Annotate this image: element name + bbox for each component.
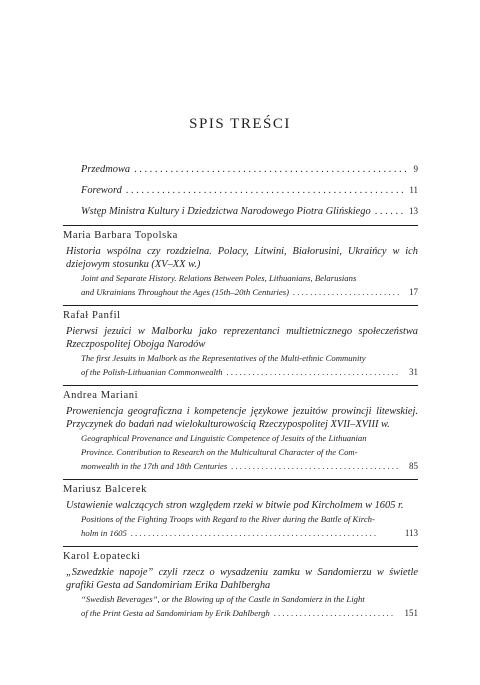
article-author: Karol Łopatecki	[63, 551, 141, 562]
toc-article[interactable]	[63, 550, 418, 620]
page-number: 151	[404, 608, 418, 618]
article-title-en	[81, 431, 403, 473]
page-number: 13	[409, 206, 418, 216]
entry-title: Przedmowa	[81, 164, 131, 175]
page-number: 113	[404, 528, 418, 538]
page-number: 9	[413, 164, 418, 174]
article-author: Mariusz Balcerek	[63, 484, 147, 495]
article-title-pl: „Szwedzkie napoje” czyli rzecz o wysadzeniu zamku w Sandomierzu w świetle grafiki Gesta ad Sandomiriam Erika Dahlbergha	[66, 567, 418, 591]
title-en-line: Geographical Provenance and Linguistic Competence of Jesuits of the Lithuanian	[81, 433, 367, 443]
table-of-contents	[63, 162, 418, 620]
dot-leader	[293, 285, 399, 299]
title-en-line: holm in 1605	[81, 528, 127, 538]
article-title-en	[81, 512, 399, 540]
toc-article[interactable]	[63, 229, 418, 299]
dot-leader	[274, 606, 395, 620]
article-author: Andrea Mariani	[63, 390, 139, 401]
page-title: SPIS TREŚCI	[189, 116, 291, 132]
entry-title: Foreword	[81, 185, 122, 196]
divider	[63, 479, 418, 480]
article-author: Rafał Panfil	[63, 310, 121, 321]
divider	[63, 546, 418, 547]
dot-leader	[227, 365, 399, 379]
page-number: 85	[409, 461, 418, 471]
entry-title: Wstęp Ministra Kultury i Dziedzictwa Narodowego Piotra Glińskiego	[81, 206, 371, 217]
article-title-en	[81, 271, 403, 299]
article-author: Maria Barbara Topolska	[63, 230, 178, 241]
divider	[63, 305, 418, 306]
article-title-pl: Ustawienie walczących stron względem rzeki w bitwie pod Kircholmem w 1605 r.	[66, 500, 404, 511]
toc-article[interactable]	[63, 483, 418, 540]
dot-leader	[126, 184, 406, 198]
title-en-line: The first Jesuits in Malbork as the Representatives of the Multi-ethnic Community	[81, 353, 366, 363]
page-number: 11	[409, 185, 418, 195]
article-title-pl: Proweniencja geograficzna i kompetencje językowe jezuitów prowincji litewskiej. Przyczynek do badań nad wielokulturowością Rzeczypospolitej XVII–XVIII w.	[66, 406, 418, 430]
article-title-pl: Historia wspólna czy rozdzielna. Polacy, Litwini, Białorusini, Ukraińcy w ich dziejowym stosunku (XV–XX w.)	[66, 246, 418, 270]
dot-leader	[134, 163, 409, 177]
divider	[63, 385, 418, 386]
title-en-line: “Swedish Beverages”, or the Blowing up of the Castle in Sandomierz in the Light	[81, 594, 365, 604]
toc-entry-foreword[interactable]	[63, 183, 418, 198]
toc-entry-minister-intro[interactable]	[63, 204, 418, 219]
title-en-line: and Ukrainians Throughout the Ages (15th–20th Centuries)	[81, 287, 290, 297]
title-en-line: Positions of the Fighting Troops with Regard to the River during the Battle of Kirch-	[81, 514, 375, 524]
article-title-en	[81, 592, 399, 620]
dot-leader	[231, 459, 399, 473]
article-title-pl: Pierwsi jezuici w Malborku jako reprezentanci multietnicznego społeczeństwa Rzeczpospolitej Obojga Narodów	[66, 326, 418, 350]
title-en-line: Joint and Separate History. Relations Between Poles, Lithuanians, Belarusians	[81, 273, 357, 283]
article-title-en	[81, 351, 403, 379]
title-en-line: monwealth in the 17th and 18th Centuries	[81, 461, 228, 471]
page-number: 31	[409, 367, 418, 377]
page-number: 17	[409, 287, 418, 297]
divider	[63, 225, 418, 226]
dot-leader	[131, 526, 395, 540]
toc-article[interactable]	[63, 309, 418, 379]
title-en-line: Province. Contribution to Research on the Multicultural Character of the Com-	[81, 447, 358, 457]
title-en-line: of the Polish-Lithuanian Commonwealth	[81, 367, 223, 377]
toc-entry-preface[interactable]	[63, 162, 418, 177]
toc-article[interactable]	[63, 389, 418, 473]
dot-leader	[375, 205, 405, 219]
title-en-line: of the Print Gesta ad Sandomiriam by Erik Dahlbergh	[81, 608, 270, 618]
